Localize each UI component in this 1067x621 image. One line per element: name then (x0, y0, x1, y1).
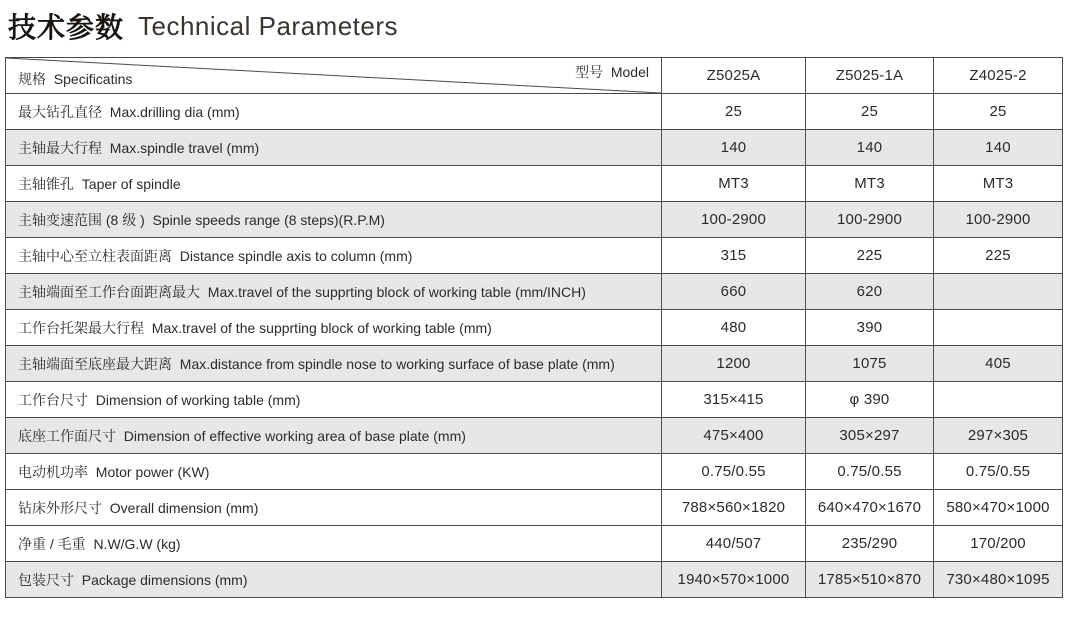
table-row (6, 274, 1063, 310)
value-cell: 100-2900 (806, 202, 934, 238)
value-cell: 660 (662, 274, 806, 310)
spec-label-cell: 包装尺寸 Package dimensions (mm) (6, 562, 662, 598)
spec-label-cell: 主轴最大行程 Max.spindle travel (mm) (6, 130, 662, 166)
value-cell: 25 (662, 94, 806, 130)
table-row (6, 310, 1063, 346)
page-title (8, 4, 398, 48)
spec-label-cell: 主轴端面至工作台面距离最大 Max.travel of the supprting block of working table (mm/INCH) (6, 274, 662, 310)
table-row (6, 382, 1063, 418)
value-cell (934, 310, 1063, 346)
value-cell: 440/507 (662, 526, 806, 562)
spec-label-cell: 主轴中心至立柱表面距离 Distance spindle axis to column (mm) (6, 238, 662, 274)
table-row (6, 202, 1063, 238)
value-cell: 100-2900 (662, 202, 806, 238)
value-cell: 480 (662, 310, 806, 346)
page-title-english: Technical Parameters (138, 10, 399, 41)
model-header-label: 型号 Model (575, 64, 649, 80)
value-cell: 1785×510×870 (806, 562, 934, 598)
value-cell: MT3 (662, 166, 806, 202)
spec-label-cell: 底座工作面尺寸 Dimension of effective working area of base plate (mm) (6, 418, 662, 454)
value-cell: 405 (934, 346, 1063, 382)
spec-label-cell: 工作台托架最大行程 Max.travel of the supprting block of working table (mm) (6, 310, 662, 346)
value-cell: 225 (806, 238, 934, 274)
value-cell: 140 (934, 130, 1063, 166)
value-cell: 640×470×1670 (806, 490, 934, 526)
table-row (6, 526, 1063, 562)
spec-label-cell: 最大钻孔直径 Max.drilling dia (mm) (6, 94, 662, 130)
value-cell: 0.75/0.55 (934, 454, 1063, 490)
model-column-header-2: Z5025-1A (806, 58, 934, 94)
value-cell: 1200 (662, 346, 806, 382)
spec-label-cell: 净重 / 毛重 N.W/G.W (kg) (6, 526, 662, 562)
value-cell: 225 (934, 238, 1063, 274)
specifications-header-label: 规格 Specificatins (18, 71, 133, 87)
value-cell: 25 (806, 94, 934, 130)
value-cell: 315×415 (662, 382, 806, 418)
model-column-header-3: Z4025-2 (934, 58, 1063, 94)
value-cell: 788×560×1820 (662, 490, 806, 526)
value-cell: 1075 (806, 346, 934, 382)
spec-label-cell: 电动机功率 Motor power (KW) (6, 454, 662, 490)
model-column-header-1: Z5025A (662, 58, 806, 94)
value-cell (934, 382, 1063, 418)
table-row (6, 490, 1063, 526)
table-row (6, 166, 1063, 202)
value-cell: 297×305 (934, 418, 1063, 454)
value-cell: 25 (934, 94, 1063, 130)
value-cell: 390 (806, 310, 934, 346)
value-cell: φ 390 (806, 382, 934, 418)
value-cell: 100-2900 (934, 202, 1063, 238)
value-cell: 0.75/0.55 (806, 454, 934, 490)
table-row (6, 454, 1063, 490)
value-cell: 620 (806, 274, 934, 310)
value-cell: 580×470×1000 (934, 490, 1063, 526)
table-row (6, 562, 1063, 598)
value-cell: 730×480×1095 (934, 562, 1063, 598)
table-row (6, 130, 1063, 166)
spec-label-cell: 主轴端面至底座最大距离 Max.distance from spindle nose to working surface of base plate (mm) (6, 346, 662, 382)
value-cell: 140 (662, 130, 806, 166)
spec-label-cell: 主轴锥孔 Taper of spindle (6, 166, 662, 202)
value-cell: 235/290 (806, 526, 934, 562)
value-cell (934, 274, 1063, 310)
page-title-chinese: 技术参数 (8, 12, 125, 43)
table-row (6, 346, 1063, 382)
technical-parameters-table (5, 57, 1063, 598)
table-row (6, 418, 1063, 454)
value-cell: MT3 (806, 166, 934, 202)
value-cell: 475×400 (662, 418, 806, 454)
spec-label-cell: 工作台尺寸 Dimension of working table (mm) (6, 382, 662, 418)
value-cell: 1940×570×1000 (662, 562, 806, 598)
corner-header-cell (6, 58, 662, 94)
spec-label-cell: 钻床外形尺寸 Overall dimension (mm) (6, 490, 662, 526)
value-cell: 305×297 (806, 418, 934, 454)
spec-label-cell: 主轴变速范围 (8 级 ) Spinle speeds range (8 steps)(R.P.M) (6, 202, 662, 238)
value-cell: 170/200 (934, 526, 1063, 562)
value-cell: MT3 (934, 166, 1063, 202)
table-row (6, 238, 1063, 274)
value-cell: 0.75/0.55 (662, 454, 806, 490)
value-cell: 140 (806, 130, 934, 166)
value-cell: 315 (662, 238, 806, 274)
header-row (6, 58, 1063, 94)
table-row (6, 94, 1063, 130)
